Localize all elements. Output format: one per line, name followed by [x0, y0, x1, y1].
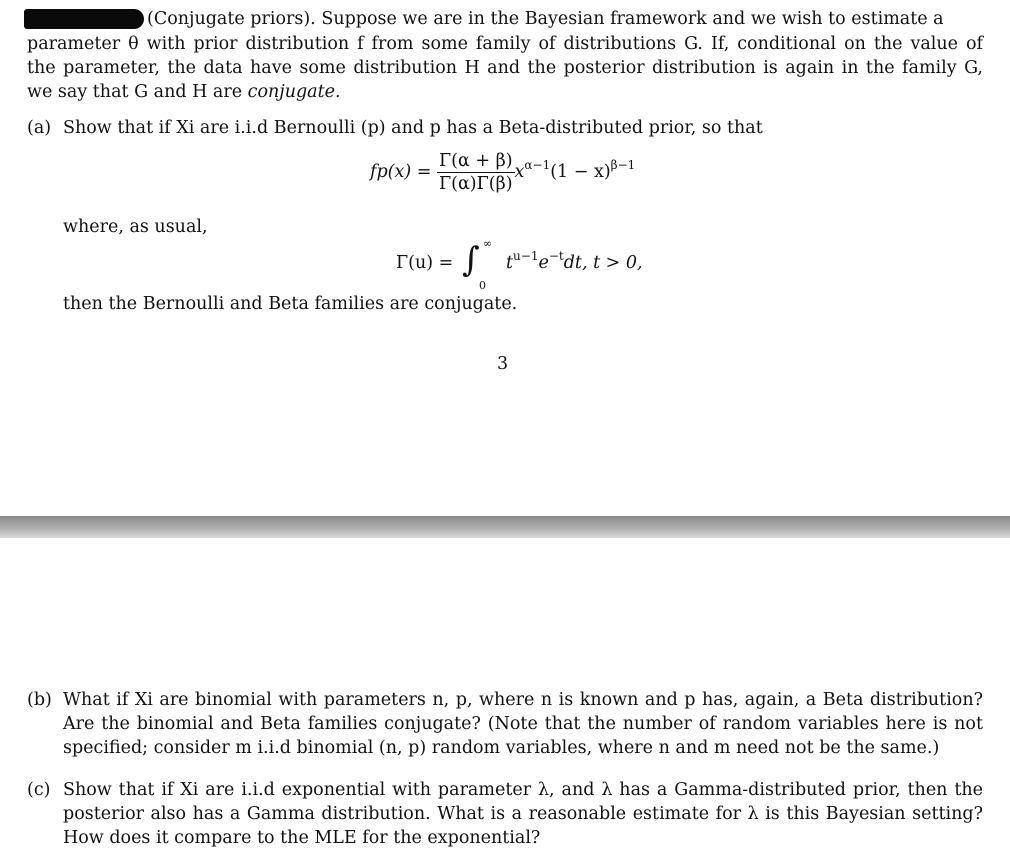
problem-title: (Conjugate priors). [147, 9, 316, 29]
part-b-label: (b) [27, 690, 52, 710]
where-text: where, as usual, [63, 217, 208, 237]
page-number: 3 [497, 354, 509, 374]
integrand-tail: dt, t > 0, [563, 253, 643, 273]
integral-upper-limit: ∞ [483, 237, 493, 250]
integrand [506, 249, 643, 273]
integrand-exponent-2: −t [548, 249, 564, 263]
part-c-label: (c) [27, 780, 51, 800]
part-b-line-2: Are the binomial and Beta families conjugate? (Note that the number of random variables here is not [63, 714, 983, 734]
integrand-t: t [506, 253, 514, 273]
intro-line-4-text: we say that G and H are [27, 82, 243, 102]
beta-density-formula [370, 150, 635, 195]
formula-fraction [437, 150, 515, 195]
gamma-lhs: Γ(u) = [396, 253, 454, 273]
part-a-label: (a) [27, 118, 52, 138]
intro-line-1: Suppose we are in the Bayesian framework and we wish to estimate a [321, 9, 944, 29]
part-a-conclusion: then the Bernoulli and Beta families are conjugate. [63, 294, 518, 314]
intro-line-2: parameter θ with prior distribution f from some family of distributions G. If, conditional on the value of [27, 34, 983, 54]
formula-numerator: Γ(α + β) [439, 151, 513, 171]
page-separator [0, 516, 1010, 538]
formula-lhs: fp(x) = [370, 162, 432, 182]
part-c-line-3: How does it compare to the MLE for the exponential? [63, 828, 541, 848]
intro-line-4 [27, 80, 341, 105]
formula-exponent-2: β−1 [610, 158, 636, 172]
integral-sign: ∫ [462, 240, 480, 280]
part-b-line-3: specified; consider m i.i.d binomial (n, p) random variables, where n and m need not be the same.) [63, 738, 940, 758]
part-a-text: Show that if Xi are i.i.d Bernoulli (p) and p has a Beta-distributed prior, so that [63, 118, 763, 138]
problem-title-line [147, 7, 944, 32]
formula-denominator: Γ(α)Γ(β) [439, 174, 513, 194]
part-b-line-1: What if Xi are binomial with parameters n, p, where n is known and p has, again, a Beta distribution? [63, 690, 983, 710]
formula-middle: (1 − x) [550, 162, 611, 182]
part-c-line-2: posterior also has a Gamma distribution. What is a reasonable estimate for λ is this Bayesian setting? [63, 804, 983, 824]
formula-exponent-1: α−1 [524, 158, 551, 172]
intro-line-3: the parameter, the data have some distribution H and the posterior distribution is again in the family G, [27, 58, 983, 78]
conjugate-term: conjugate. [247, 82, 341, 102]
part-c-line-1: Show that if Xi are i.i.d exponential with parameter λ, and λ has a Gamma-distributed prior, then the [63, 780, 983, 800]
integral-lower-limit: 0 [479, 279, 486, 292]
document-page-2 [0, 538, 1010, 864]
integrand-e: e [538, 253, 549, 273]
redaction-mark [24, 9, 144, 29]
formula-x: x [514, 162, 525, 182]
integrand-exponent-1: u−1 [513, 249, 539, 263]
